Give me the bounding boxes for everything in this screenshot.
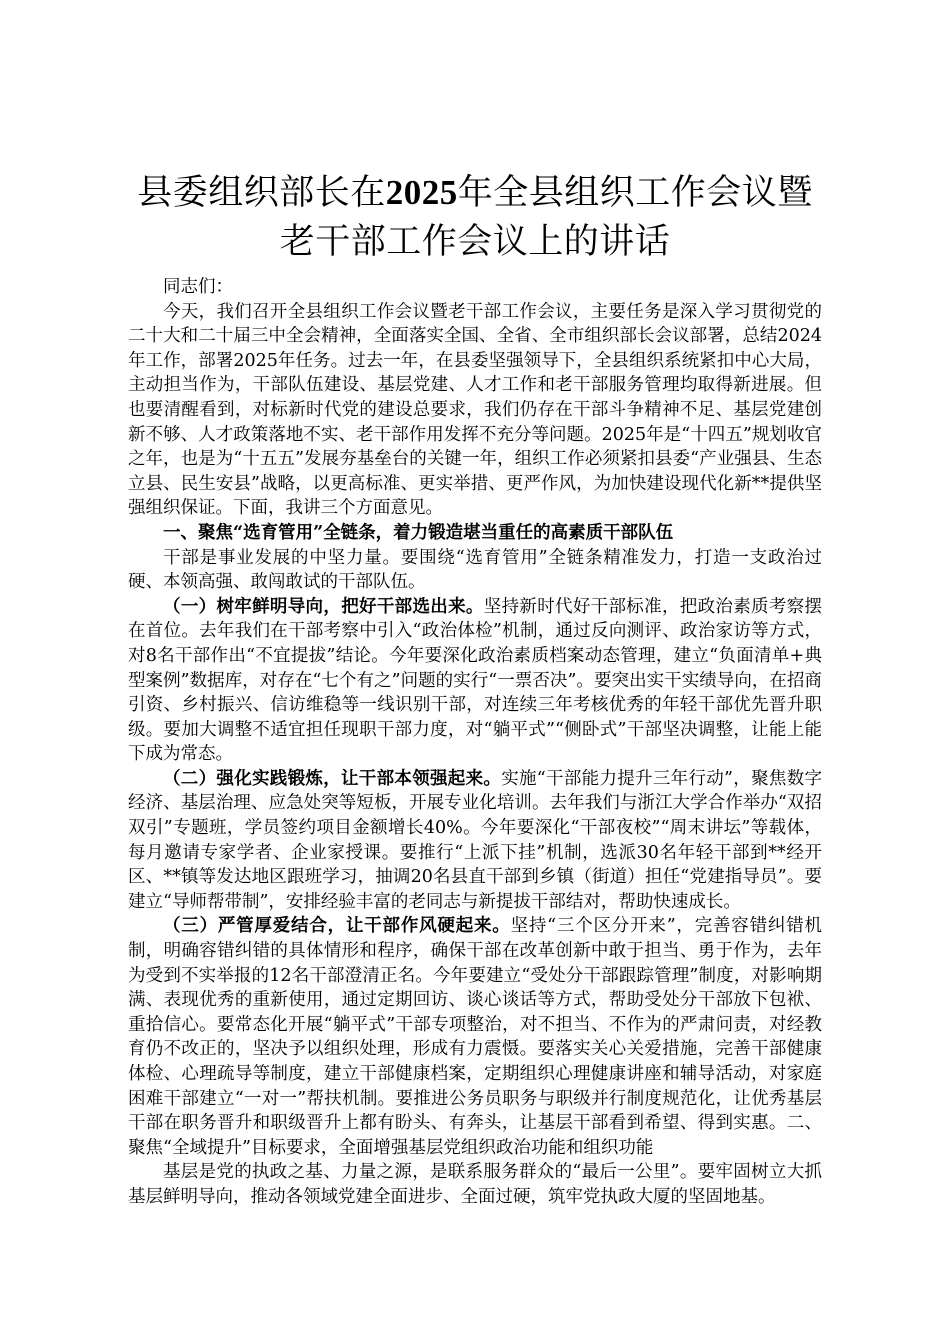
document-page — [128, 168, 822, 1210]
title-line1-post: 年全县组织工作会议暨 — [457, 173, 813, 213]
document-body — [128, 275, 822, 1210]
item1-title: （一）树牢鲜明导向，把好干部选出来。 — [163, 596, 484, 617]
item2-title: （二）强化实践锻炼，让干部本领强起来。 — [163, 768, 502, 789]
intro-paragraph: 今天，我们召开全县组织工作会议暨老干部工作会议，主要任务是深入学习贯彻党的二十大和二十届三中全会精神，全面落实全国、全省、全市组织部长会议部署，总结2024年工作，部署2025年任务。过去一年，在县委坚强领导下，全县组织系统紧扣中心大局，主动担当作为，干部队伍建设、基层党建、人才工作和老干部服务管理均取得新进展。但也要清醒看到，对标新时代党的建设总要求，我们仍存在干部斗争精神不足、基层党建创新不够、人才政策落地不实、老干部作用发挥不充分等问题。2025年是“十四五”规划收官之年，也是为“十五五”发展夯基垒台的关键一年，组织工作必须紧扣县委“产业强县、生态立县、民生安县”战略，以更高标准、更实举措、更严作风，为加快建设现代化新**提供坚强组织保证。下面，我讲三个方面意见。 — [128, 301, 822, 519]
title-line1-year: 2025 — [385, 173, 458, 212]
item1-text: 坚持新时代好干部标准，把政治素质考察摆在首位。去年我们在干部考察中引入“政治体检”机制，通过反向测评、政治家访等方式，对8名干部作出“不宜提拔”结论。今年要深化政治素质档案动态管理，建立“负面清单+典型案例”数据库，对存在“七个有之”问题的实行“一票否决”。要突出实干实绩导向，在招商引资、乡村振兴、信访维稳等一线识别干部，对连续三年考核优秀的年轻干部优先晋升职级。要加大调整不适宜担任现职干部力度，对“躺平式”“侧卧式”干部坚决调整，让能上能下成为常态。 — [128, 596, 822, 765]
title-line2: 老干部工作会议上的讲话 — [279, 222, 671, 262]
section2-intro: 基层是党的执政之基、力量之源，是联系服务群众的“最后一公里”。要牢固树立大抓基层鲜明导向，推动各领域党建全面进步、全面过硬，筑牢党执政大厦的坚固地基。 — [128, 1162, 822, 1207]
title-line1-pre: 县委组织部长在 — [137, 173, 386, 213]
salutation: 同志们： — [163, 277, 233, 297]
document-title — [128, 168, 822, 267]
item2-text: 实施“干部能力提升三年行动”，聚焦数字经济、基层治理、应急处突等短板，开展专业化培训。去年我们与浙江大学合作举办“双招双引”专题班，学员签约项目金额增长40%。今年要深化“干部夜校”“周末讲坛”等载体，每月邀请专家学者、企业家授课。要推行“上派下挂”机制，选派30名年轻干部到**经开区、**镇等发达地区跟班学习，抽调20名县直干部到乡镇（街道）担任“党建指导员”。要建立“导师帮带制”，安排经验丰富的老同志与新提拔干部结对，帮助快速成长。 — [128, 768, 822, 912]
section1-intro: 干部是事业发展的中坚力量。要围绕“选育管用”全链条精准发力，打造一支政治过硬、本领高强、敢闯敢试的干部队伍。 — [128, 547, 822, 593]
item1-paragraph — [128, 595, 822, 767]
item3-title: （三）严管厚爱结合，让干部作风硬起来。 — [163, 916, 511, 937]
item3-text: 坚持“三个区分开来”，完善容错纠错机制，明确容错纠错的具体情形和程序，确保干部在改革创新中敢于担当、勇于作为，去年为受到不实举报的12名干部澄清正名。今年要建立“受处分干部跟踪管理”制度，对影响期满、表现优秀的重新使用，通过定期回访、谈心谈话等方式，帮助受处分干部放下包袱、重拾信心。要常态化开展“躺平式”干部专项整治，对不担当、不作为的严肃问责，对经教育仍不改正的，坚决予以组织处理，形成有力震慑。要落实关心关爱措施，完善干部健康体检、心理疏导等制度，建立干部健康档案，定期组织心理健康讲座和辅导活动，对家庭困难干部建立“一对一”帮扶机制。要推进公务员职务与职级并行制度规范化，让优秀基层干部在职务晋升和职级晋升上都有盼头、有奔头，让基层干部看到希望、得到实惠。二、聚焦“全域提升”目标要求，全面增强基层党组织政治功能和组织功能 — [128, 916, 822, 1158]
item3-paragraph — [128, 914, 822, 1160]
section1-heading: 一、聚焦“选育管用”全链条，着力锻造堪当重任的高素质干部队伍 — [163, 522, 674, 543]
item2-paragraph — [128, 767, 822, 915]
